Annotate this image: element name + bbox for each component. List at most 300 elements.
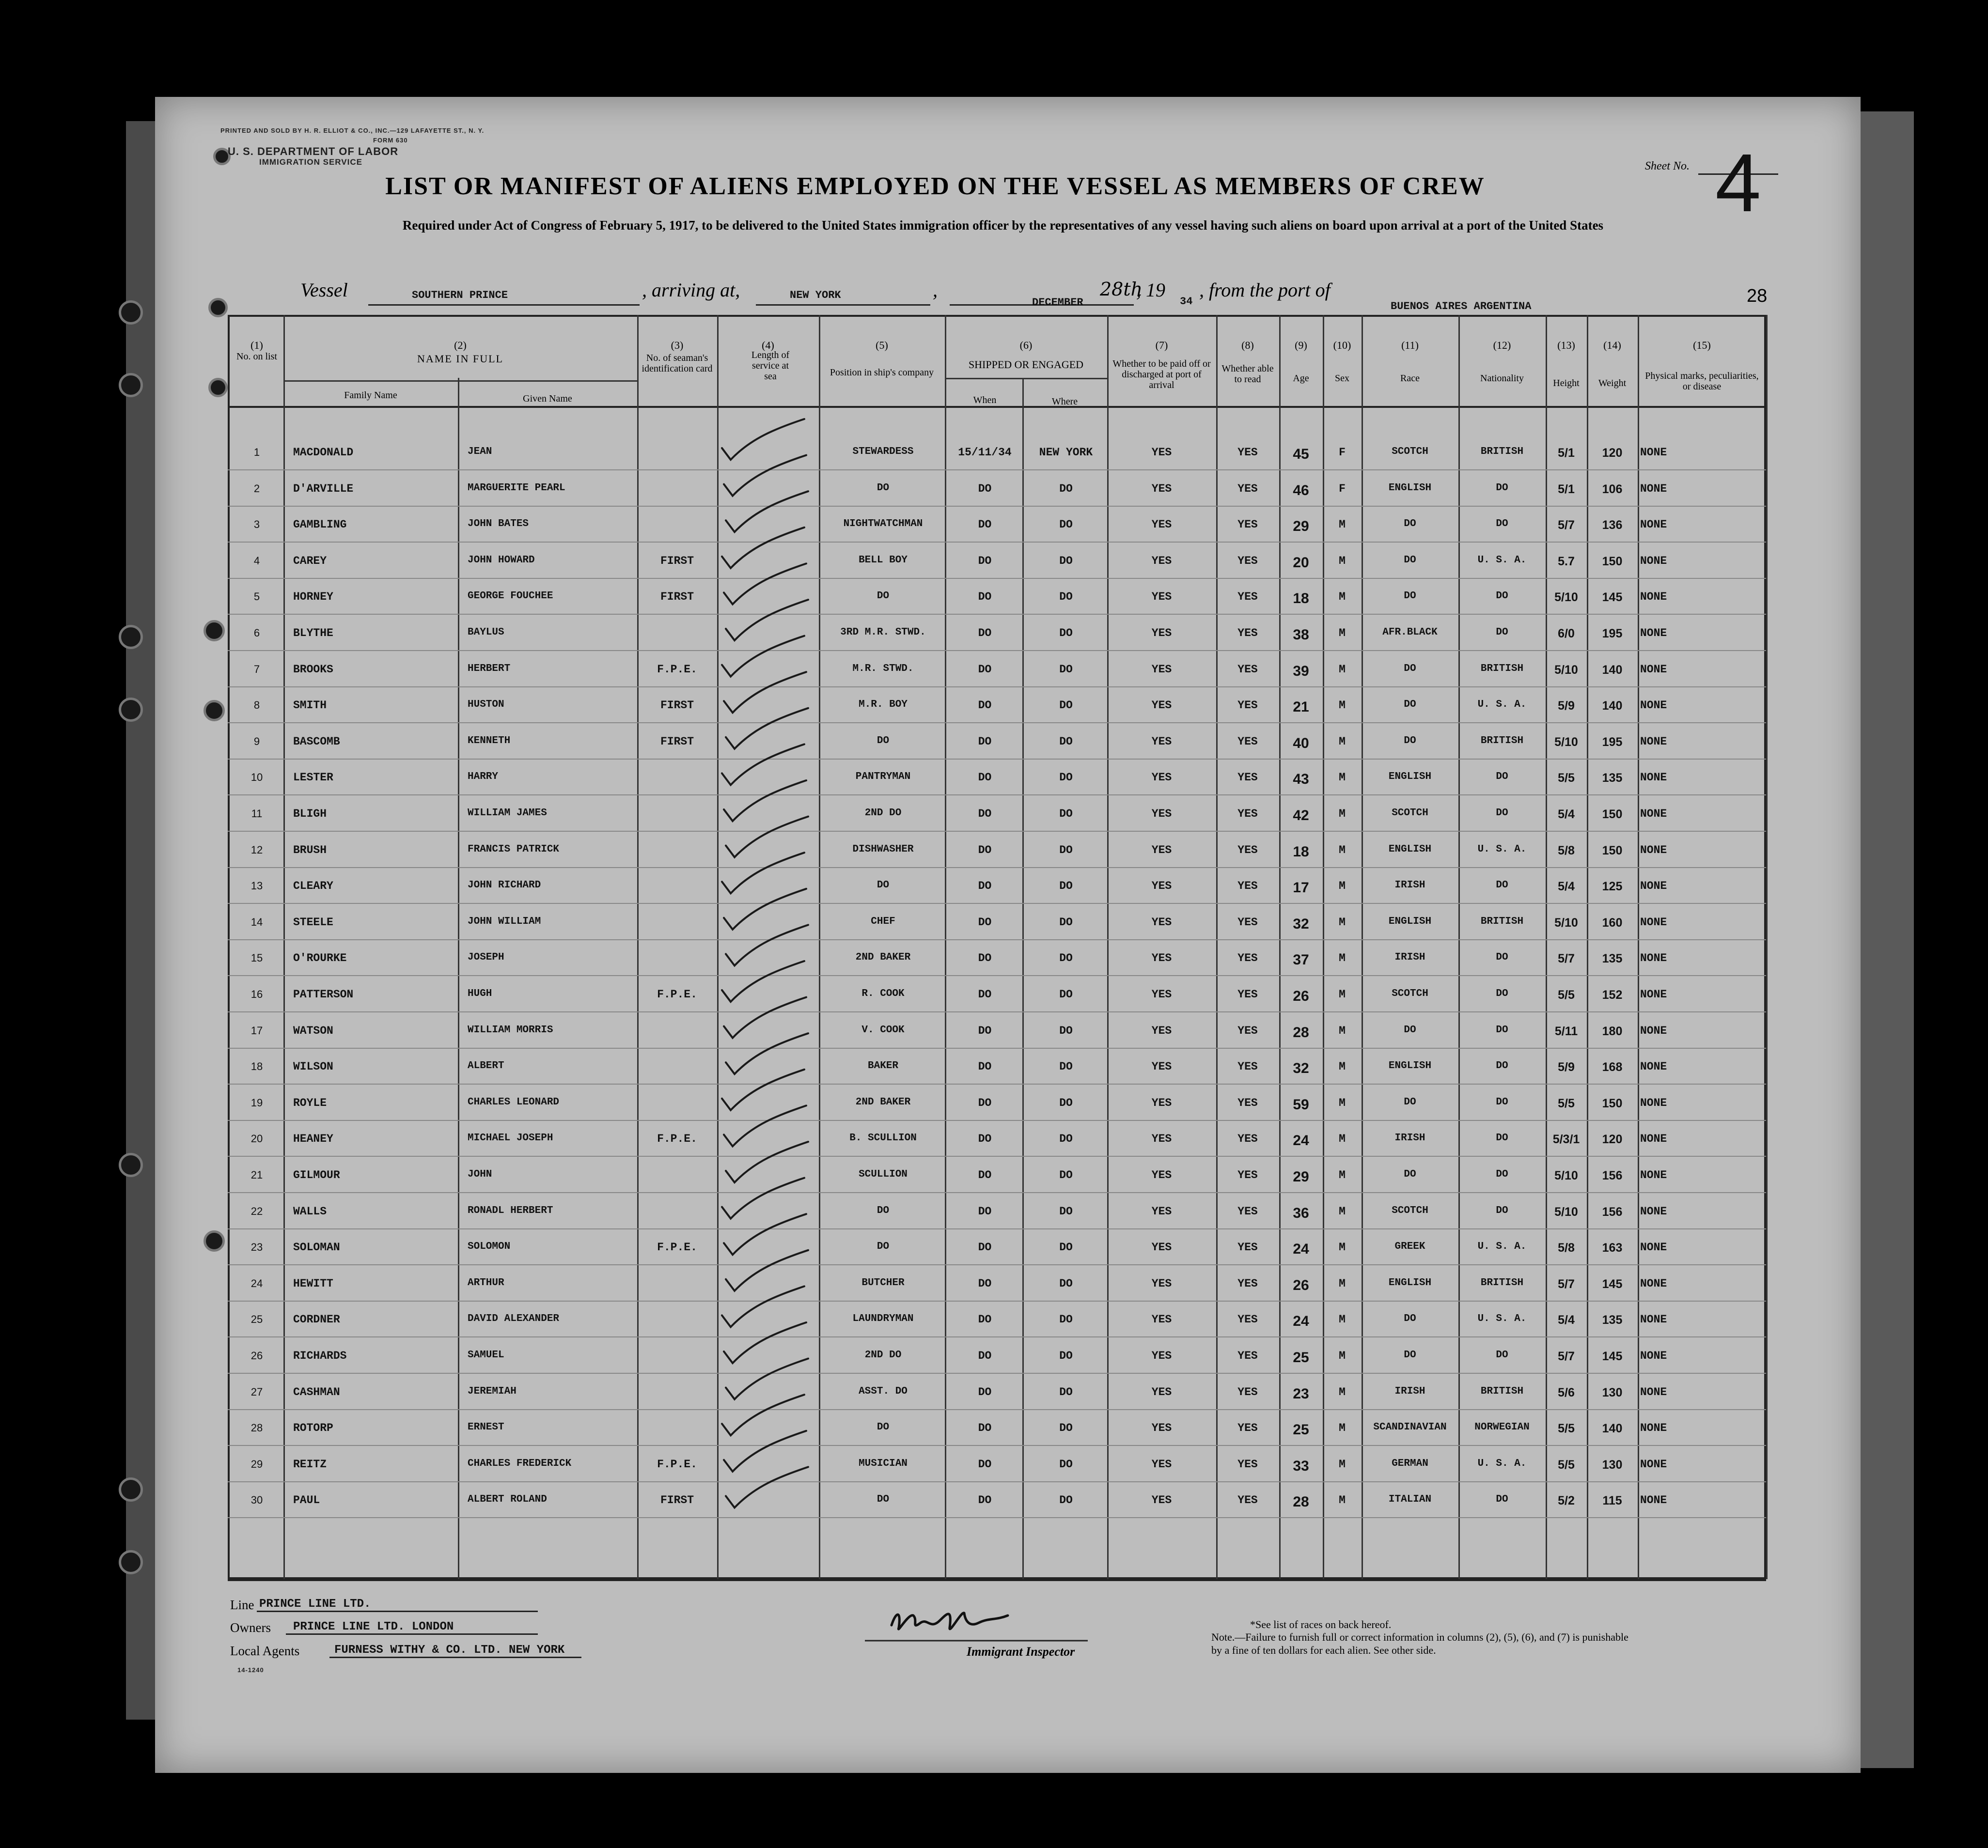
race: DO	[1404, 554, 1416, 566]
arrival-day: 28th	[1100, 279, 1143, 300]
row-number: 25	[250, 1313, 263, 1326]
col-num: (1)	[250, 339, 263, 351]
physical-marks: NONE	[1640, 1422, 1667, 1435]
shipped-where: DO	[1059, 1494, 1073, 1507]
able-to-read: YES	[1237, 916, 1258, 929]
height: 5/10	[1554, 1169, 1578, 1182]
shipped-where: DO	[1059, 590, 1073, 604]
physical-marks: NONE	[1640, 1385, 1667, 1398]
shipped-when: DO	[978, 1060, 992, 1073]
physical-marks: NONE	[1640, 446, 1667, 459]
able-to-read: YES	[1237, 1313, 1258, 1326]
able-to-read: YES	[1237, 699, 1258, 712]
given-name: HUGH	[468, 988, 492, 999]
position: 2ND BAKER	[855, 952, 911, 963]
position: 2ND DO	[864, 808, 902, 819]
sex: M	[1339, 1277, 1346, 1290]
age: 29	[1293, 1169, 1309, 1185]
shipped-where: DO	[1059, 1169, 1073, 1181]
weight: 135	[1602, 1313, 1623, 1327]
able-to-read: YES	[1237, 1024, 1258, 1037]
agents-value: FURNESS WITHY & CO. LTD. NEW YORK	[334, 1644, 565, 1657]
nationality: BRITISH	[1480, 663, 1524, 674]
physical-marks: NONE	[1640, 771, 1667, 784]
family-name: CLEARY	[293, 880, 333, 893]
nationality: DO	[1496, 482, 1508, 494]
sex: M	[1339, 663, 1346, 676]
height: 5/8	[1558, 843, 1575, 857]
col-num: (10)	[1333, 339, 1351, 351]
form-code: 14-1240	[237, 1666, 264, 1674]
checkmark-icon	[724, 455, 806, 496]
nationality: BRITISH	[1480, 916, 1524, 927]
shipped-where: DO	[1059, 952, 1073, 965]
given-name: JOHN	[468, 1169, 492, 1180]
checkmark-icon	[722, 744, 804, 785]
height: 5/4	[1558, 880, 1575, 894]
age: 26	[1293, 988, 1309, 1004]
paid-off: YES	[1151, 1277, 1172, 1290]
given-name: GEORGE FOUCHEE	[468, 590, 553, 602]
age: 46	[1293, 482, 1309, 498]
weight: 145	[1602, 1350, 1623, 1363]
race: AFR.BLACK	[1382, 627, 1438, 638]
physical-marks: NONE	[1640, 1241, 1667, 1254]
sex: M	[1339, 1458, 1346, 1471]
able-to-read: YES	[1237, 1169, 1258, 1181]
family-name: BLIGH	[293, 808, 327, 820]
row-number: 19	[250, 1096, 263, 1109]
physical-marks: NONE	[1640, 988, 1667, 1001]
race: ENGLISH	[1388, 916, 1432, 927]
row-number: 24	[250, 1277, 263, 1289]
nationality: DO	[1496, 1096, 1508, 1108]
able-to-read: YES	[1237, 482, 1258, 495]
weight: 135	[1602, 952, 1623, 966]
position: BELL BOY	[859, 554, 908, 566]
position: DO	[877, 1241, 890, 1253]
owners-underline	[286, 1633, 538, 1635]
height: 5/11	[1554, 1024, 1578, 1038]
shipped-when: DO	[978, 1024, 992, 1037]
position: DO	[877, 1494, 890, 1506]
height: 5/7	[1558, 952, 1575, 966]
family-name: STEELE	[293, 916, 333, 929]
sex: M	[1339, 590, 1346, 604]
height: 5/3/1	[1552, 1133, 1580, 1147]
paid-off: YES	[1151, 1024, 1172, 1037]
paid-off: YES	[1151, 554, 1172, 567]
col-num: (5)	[876, 339, 888, 351]
nationality: U. S. A.	[1477, 843, 1527, 855]
given-name: SAMUEL	[468, 1350, 504, 1361]
paid-off: YES	[1151, 1385, 1172, 1398]
row-number: 15	[250, 952, 263, 964]
row-number: 27	[250, 1385, 263, 1398]
col-head-race: Race	[1400, 373, 1420, 384]
service-name: IMMIGRATION SERVICE	[259, 157, 362, 167]
able-to-read: YES	[1237, 1096, 1258, 1109]
given-name: CHARLES FREDERICK	[468, 1458, 572, 1469]
nationality: DO	[1496, 627, 1508, 638]
able-to-read: YES	[1237, 663, 1258, 676]
height: 5/9	[1558, 1060, 1575, 1074]
col-num: (15)	[1693, 339, 1711, 351]
height: 5/10	[1554, 916, 1578, 930]
sex: M	[1339, 1096, 1346, 1109]
family-name: SOLOMAN	[293, 1241, 340, 1254]
given-name: HARRY	[468, 771, 499, 783]
physical-marks: NONE	[1640, 952, 1667, 965]
family-name: BRUSH	[293, 843, 327, 856]
race: SCOTCH	[1392, 988, 1428, 999]
position: 3RD M.R. STWD.	[840, 627, 926, 638]
race: SCOTCH	[1392, 446, 1428, 457]
able-to-read: YES	[1237, 554, 1258, 567]
sex: M	[1339, 1241, 1346, 1254]
card-number: FIRST	[660, 554, 694, 567]
shipped-when: DO	[978, 627, 992, 639]
paid-off: YES	[1151, 482, 1172, 495]
weight: 106	[1602, 482, 1623, 496]
paid-off: YES	[1151, 1313, 1172, 1326]
row-number: 5	[253, 590, 260, 603]
age: 32	[1293, 1060, 1309, 1077]
paid-off: YES	[1151, 1422, 1172, 1435]
checkmark-icon	[724, 1431, 806, 1472]
shipped-when: DO	[978, 482, 992, 495]
checkmark-icon	[722, 1070, 804, 1110]
given-name: JOSEPH	[468, 952, 504, 963]
given-name: WILLIAM MORRIS	[468, 1024, 553, 1036]
sex: M	[1339, 1205, 1346, 1218]
paid-off: YES	[1151, 843, 1172, 856]
race: DO	[1404, 1024, 1416, 1036]
able-to-read: YES	[1237, 627, 1258, 639]
shipped-where: DO	[1059, 1241, 1073, 1254]
shipped-where: DO	[1059, 663, 1073, 676]
age: 25	[1293, 1350, 1309, 1366]
row-number: 3	[253, 518, 260, 531]
card-number: F.P.E.	[657, 663, 697, 676]
col-head-card: No. of seaman's identification card	[642, 353, 713, 374]
age: 18	[1293, 843, 1309, 860]
family-name: CAREY	[293, 554, 327, 567]
col-head-age: Age	[1293, 373, 1309, 384]
position: DISHWASHER	[852, 843, 914, 855]
sex: M	[1339, 1422, 1346, 1435]
col-head-position: Position in ship's company	[830, 367, 934, 378]
given-name: HERBERT	[468, 663, 511, 674]
position: BAKER	[867, 1060, 898, 1072]
checkmark-icon	[726, 1359, 808, 1399]
position: MUSICIAN	[859, 1458, 908, 1469]
paid-off: YES	[1151, 627, 1172, 639]
checkmark-icon	[724, 1214, 806, 1255]
col-num: (14)	[1603, 339, 1621, 351]
weight: 115	[1602, 1494, 1622, 1508]
physical-marks: NONE	[1640, 1205, 1667, 1218]
shipped-where: DO	[1059, 735, 1073, 748]
height: 5/5	[1558, 1458, 1575, 1472]
given-name: CHARLES LEONARD	[468, 1096, 560, 1108]
printer-form: FORM 630	[373, 137, 408, 144]
checkmark-icon	[726, 1250, 808, 1291]
family-name: D'ARVILLE	[293, 482, 354, 495]
family-name: RICHARDS	[293, 1350, 347, 1362]
given-name: MICHAEL JOSEPH	[468, 1133, 553, 1144]
family-name: BROOKS	[293, 663, 333, 676]
weight: 160	[1602, 916, 1623, 930]
family-name: ROTORP	[293, 1422, 333, 1435]
physical-marks: NONE	[1640, 1458, 1667, 1471]
sex: M	[1339, 518, 1346, 531]
row-number: 21	[250, 1169, 263, 1181]
nationality: U. S. A.	[1477, 699, 1527, 711]
shipped-where: DO	[1059, 771, 1073, 784]
family-name: GAMBLING	[293, 518, 347, 531]
checkmark-icon	[722, 636, 804, 677]
checkmark-icon	[726, 925, 808, 965]
age: 25	[1293, 1422, 1309, 1438]
given-name: HUSTON	[468, 699, 504, 711]
able-to-read: YES	[1237, 808, 1258, 820]
col-num: (7)	[1155, 339, 1168, 351]
paid-off: YES	[1151, 1169, 1172, 1181]
col-head-where: Where	[1051, 396, 1078, 407]
col-num: (11)	[1401, 339, 1419, 351]
height: 5/7	[1558, 518, 1575, 532]
nationality: DO	[1496, 808, 1508, 819]
able-to-read: YES	[1237, 952, 1258, 965]
age: 32	[1293, 916, 1309, 932]
position: DO	[877, 590, 890, 602]
age: 26	[1293, 1277, 1309, 1293]
shipped-where: DO	[1059, 808, 1073, 820]
family-name: PATTERSON	[293, 988, 354, 1001]
col-head-nationality: Nationality	[1480, 373, 1524, 384]
line-underline	[257, 1611, 538, 1612]
age: 37	[1293, 952, 1309, 968]
race: ENGLISH	[1388, 843, 1432, 855]
family-name: HORNEY	[293, 590, 333, 604]
sex: M	[1339, 735, 1346, 748]
weight: 150	[1602, 808, 1623, 821]
age: 29	[1293, 518, 1309, 535]
from-port: BUENOS AIRES ARGENTINA	[1391, 300, 1532, 312]
position: DO	[877, 1422, 890, 1433]
family-name: CORDNER	[293, 1313, 340, 1326]
checkmark-icon	[726, 817, 808, 857]
nationality: DO	[1496, 1169, 1508, 1180]
col-head-given-name: Given Name	[523, 393, 572, 404]
paid-off: YES	[1151, 1133, 1172, 1146]
physical-marks: NONE	[1640, 808, 1667, 820]
race: IRISH	[1394, 880, 1425, 891]
weight: 136	[1602, 518, 1623, 532]
sex: M	[1339, 1494, 1346, 1507]
checkmark-icon	[726, 491, 808, 532]
vessel-label: Vessel	[300, 279, 348, 301]
height: 5/6	[1558, 1385, 1575, 1399]
row-number: 22	[250, 1205, 263, 1217]
position: LAUNDRYMAN	[852, 1313, 914, 1325]
weight: 168	[1602, 1060, 1623, 1074]
owners-label: Owners	[230, 1620, 271, 1635]
physical-marks: NONE	[1640, 1350, 1667, 1362]
card-number: F.P.E.	[657, 1458, 697, 1471]
sex: M	[1339, 699, 1346, 712]
shipped-when: DO	[978, 988, 992, 1001]
family-name: BLYTHE	[293, 627, 333, 639]
height: 5/10	[1554, 1205, 1578, 1219]
checkmark-icon	[722, 1286, 804, 1327]
paid-off: YES	[1151, 1494, 1172, 1507]
checkmark-icon	[724, 1322, 806, 1363]
shipped-where: DO	[1059, 1096, 1073, 1109]
shipped-where: DO	[1059, 1385, 1073, 1398]
checkmark-icon	[724, 672, 806, 713]
position: DO	[877, 1205, 890, 1216]
age: 20	[1293, 554, 1309, 571]
race: ITALIAN	[1388, 1494, 1432, 1506]
weight: 156	[1602, 1169, 1623, 1182]
paid-off: YES	[1151, 771, 1172, 784]
year-prefix: , 19	[1136, 279, 1165, 301]
given-name: JEAN	[468, 446, 492, 457]
row-number: 4	[253, 554, 260, 567]
given-name: ARTHUR	[468, 1277, 504, 1289]
checkmark-icon	[722, 1178, 804, 1219]
col-num: (12)	[1493, 339, 1511, 351]
checkmark-icon	[724, 780, 806, 821]
shipped-where: DO	[1059, 1205, 1073, 1218]
vessel-name: SOUTHERN PRINCE	[412, 289, 508, 301]
weight: 145	[1602, 590, 1623, 605]
height: 5/7	[1558, 1350, 1575, 1363]
col-head-paid-off: Whether to be paid off or discharged at port of arrival	[1112, 358, 1211, 390]
shipped-when: DO	[978, 518, 992, 531]
position: M.R. BOY	[859, 699, 908, 711]
position: V. COOK	[861, 1024, 905, 1036]
nationality: NORWEGIAN	[1474, 1422, 1530, 1433]
age: 21	[1293, 699, 1309, 715]
paid-off: YES	[1151, 590, 1172, 604]
race: DO	[1404, 663, 1416, 674]
race: ENGLISH	[1388, 1060, 1432, 1072]
shipped-where: DO	[1059, 699, 1073, 712]
sex: M	[1339, 843, 1346, 856]
race: IRISH	[1394, 952, 1425, 963]
family-name: PAUL	[293, 1494, 320, 1507]
race: DO	[1404, 735, 1416, 746]
family-name: WALLS	[293, 1205, 327, 1218]
physical-marks: NONE	[1640, 590, 1667, 604]
given-name: DAVID ALEXANDER	[468, 1313, 560, 1325]
given-name: MARGUERITE PEARL	[468, 482, 565, 494]
age: 36	[1293, 1205, 1309, 1221]
position: B. SCULLION	[849, 1133, 917, 1144]
col-head-sex: Sex	[1335, 373, 1349, 384]
nationality: DO	[1496, 590, 1508, 602]
weight: 145	[1602, 1277, 1623, 1291]
age: 40	[1293, 735, 1309, 751]
given-name: JOHN HOWARD	[468, 554, 535, 566]
age: 39	[1293, 663, 1309, 679]
col-num: (3)	[671, 339, 684, 351]
owners-value: PRINCE LINE LTD. LONDON	[293, 1620, 454, 1633]
sex: M	[1339, 880, 1346, 893]
shipped-where: DO	[1059, 1133, 1073, 1146]
nationality: DO	[1496, 1494, 1508, 1506]
col-head-no: No. on list	[236, 351, 277, 362]
given-name: SOLOMON	[468, 1241, 511, 1253]
shipped-where: DO	[1059, 627, 1073, 639]
weight: 152	[1602, 988, 1623, 1002]
shipped-where: NEW YORK	[1039, 446, 1093, 459]
shipped-when: DO	[978, 663, 992, 676]
paid-off: YES	[1151, 1350, 1172, 1362]
able-to-read: YES	[1237, 1422, 1258, 1435]
family-name: REITZ	[293, 1458, 327, 1471]
col-head-height: Height	[1553, 378, 1580, 388]
race: ENGLISH	[1388, 1277, 1432, 1289]
able-to-read: YES	[1237, 1385, 1258, 1398]
position: 2ND DO	[864, 1350, 902, 1361]
position: STEWARDESS	[852, 446, 914, 457]
paid-off: YES	[1151, 663, 1172, 676]
card-number: F.P.E.	[657, 1133, 697, 1146]
row-number: 1	[253, 446, 260, 458]
shipped-when: DO	[978, 699, 992, 712]
race: GREEK	[1394, 1241, 1425, 1253]
position: M.R. STWD.	[852, 663, 914, 674]
shipped-when: DO	[978, 1350, 992, 1362]
physical-marks: NONE	[1640, 1169, 1667, 1181]
height: 5/4	[1558, 1313, 1575, 1327]
physical-marks: NONE	[1640, 627, 1667, 639]
physical-marks: NONE	[1640, 735, 1667, 748]
age: 43	[1293, 771, 1309, 788]
checkmark-icon	[726, 600, 808, 640]
nationality: DO	[1496, 1350, 1508, 1361]
family-name: BASCOMB	[293, 735, 340, 748]
nationality: U. S. A.	[1477, 1458, 1527, 1469]
page-reference: 28	[1747, 286, 1768, 306]
given-name: ALBERT ROLAND	[468, 1494, 547, 1506]
paid-off: YES	[1151, 1205, 1172, 1218]
sex: M	[1339, 627, 1346, 639]
paid-off: YES	[1151, 1458, 1172, 1471]
row-number: 23	[250, 1241, 263, 1254]
physical-marks: NONE	[1640, 482, 1667, 495]
row-number: 20	[250, 1133, 263, 1145]
able-to-read: YES	[1237, 590, 1258, 604]
col-num: (8)	[1241, 339, 1254, 351]
height: 5/5	[1558, 1096, 1575, 1110]
height: 5/7	[1558, 1277, 1575, 1291]
height: 6/0	[1558, 627, 1575, 640]
weight: 135	[1602, 771, 1623, 785]
col-head-family-name: Family Name	[344, 390, 397, 401]
sex: M	[1339, 1169, 1346, 1181]
weight: 130	[1602, 1458, 1623, 1472]
card-number: F.P.E.	[657, 1241, 697, 1254]
physical-marks: NONE	[1640, 554, 1667, 567]
shipped-where: DO	[1059, 1350, 1073, 1362]
shipped-when: DO	[978, 1422, 992, 1435]
checkmark-icon	[724, 997, 806, 1038]
